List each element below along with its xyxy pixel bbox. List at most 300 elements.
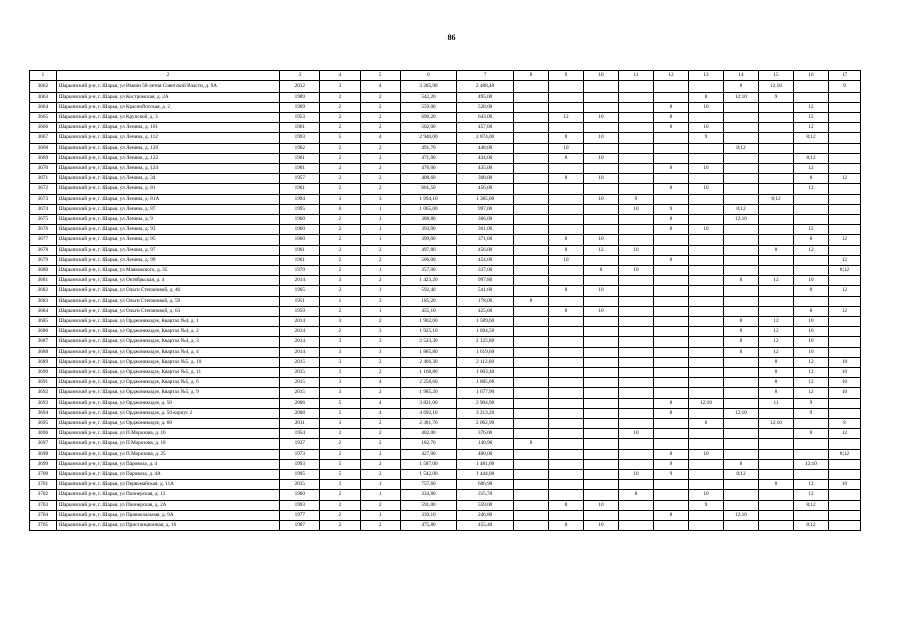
table-row — [30, 174, 861, 184]
value-cell: 10 — [828, 357, 860, 367]
value-cell — [828, 163, 860, 173]
value-cell: 2 — [320, 449, 360, 459]
value-cell — [828, 276, 860, 286]
value-cell: 2 125,80 — [457, 337, 514, 347]
value-cell: 12 — [828, 286, 860, 296]
value-cell — [723, 490, 758, 500]
value-cell — [618, 184, 653, 194]
value-cell — [513, 490, 548, 500]
value-cell — [793, 419, 828, 429]
value-cell — [618, 510, 653, 520]
value-cell — [758, 123, 793, 133]
table-row — [30, 92, 861, 102]
table-row — [30, 276, 861, 286]
value-cell — [513, 347, 548, 357]
address-cell: Шарьинский р-н, г. Шарья, ул Октябрьская, д. 4 — [56, 276, 279, 286]
value-cell: 1 423,20 — [400, 276, 457, 286]
value-cell: 497,80 — [400, 245, 457, 255]
value-cell — [723, 521, 758, 531]
value-cell — [793, 296, 828, 306]
value-cell — [583, 510, 618, 520]
value-cell: 8 — [653, 398, 688, 408]
value-cell: 9 — [793, 398, 828, 408]
column-number-8: 8 — [513, 71, 548, 81]
value-cell — [583, 316, 618, 326]
value-cell: 8 — [548, 286, 583, 296]
value-cell: 3 — [360, 347, 400, 357]
value-cell — [653, 500, 688, 510]
value-cell: 12 — [793, 367, 828, 377]
value-cell — [583, 419, 618, 429]
value-cell: 2 — [320, 174, 360, 184]
value-cell: 1961 — [280, 153, 320, 163]
value-cell — [653, 296, 688, 306]
value-cell — [758, 204, 793, 214]
value-cell — [583, 480, 618, 490]
row-number-cell: 3676 — [30, 225, 57, 235]
value-cell — [548, 378, 583, 388]
value-cell: 2 904,90 — [457, 398, 514, 408]
value-cell: 1977 — [280, 510, 320, 520]
value-cell: 2014 — [280, 347, 320, 357]
value-cell — [548, 419, 583, 429]
value-cell: 5 — [320, 459, 360, 469]
value-cell: 9 — [653, 459, 688, 469]
value-cell — [513, 245, 548, 255]
value-cell: 2 — [360, 276, 400, 286]
table-row — [30, 388, 861, 398]
value-cell: 2 466,30 — [400, 357, 457, 367]
value-cell: 2 — [320, 255, 360, 265]
value-cell — [618, 500, 653, 510]
value-cell — [653, 92, 688, 102]
value-cell: 8 — [548, 174, 583, 184]
value-cell: 2 — [360, 123, 400, 133]
value-cell: 5 — [320, 408, 360, 418]
row-number-cell: 3687 — [30, 337, 57, 347]
value-cell: 388,80 — [400, 214, 457, 224]
value-cell — [618, 276, 653, 286]
value-cell — [723, 500, 758, 510]
value-cell — [513, 367, 548, 377]
value-cell — [653, 490, 688, 500]
value-cell — [758, 296, 793, 306]
value-cell: 2 — [360, 102, 400, 112]
value-cell — [583, 439, 618, 449]
value-cell — [583, 123, 618, 133]
value-cell: 457,00 — [457, 123, 514, 133]
value-cell — [688, 470, 723, 480]
value-cell: 10 — [583, 133, 618, 143]
value-cell: 1 994,10 — [400, 194, 457, 204]
value-cell: 1 — [360, 306, 400, 316]
value-cell — [758, 459, 793, 469]
value-cell: 10 — [688, 490, 723, 500]
value-cell — [548, 347, 583, 357]
value-cell: 9 — [793, 408, 828, 418]
address-cell: Шарьинский р-н, г. Шарья, ул Ленина, д. 120 — [56, 143, 279, 153]
value-cell — [583, 388, 618, 398]
value-cell — [618, 347, 653, 357]
value-cell — [723, 225, 758, 235]
value-cell: 12 — [828, 429, 860, 439]
value-cell — [688, 327, 723, 337]
value-cell — [723, 265, 758, 275]
value-cell — [723, 174, 758, 184]
value-cell — [618, 408, 653, 418]
value-cell: 1 587,00 — [400, 459, 457, 469]
value-cell: 1961 — [280, 255, 320, 265]
value-cell: 12;10 — [723, 408, 758, 418]
value-cell: 10 — [583, 500, 618, 510]
table-row — [30, 133, 861, 143]
value-cell — [513, 449, 548, 459]
address-cell: Шарьинский р-н, г. Шарья, ул Костромская, д. 2А — [56, 92, 279, 102]
value-cell — [688, 316, 723, 326]
value-cell — [793, 214, 828, 224]
value-cell — [653, 286, 688, 296]
value-cell — [653, 143, 688, 153]
value-cell: 4 692,10 — [400, 408, 457, 418]
value-cell — [583, 398, 618, 408]
value-cell — [688, 429, 723, 439]
value-cell — [548, 184, 583, 194]
value-cell: 8 — [758, 480, 793, 490]
value-cell — [513, 265, 548, 275]
value-cell — [548, 510, 583, 520]
value-cell: 1961 — [280, 245, 320, 255]
value-cell: 8 — [758, 245, 793, 255]
value-cell — [758, 470, 793, 480]
table-row — [30, 327, 861, 337]
value-cell — [758, 408, 793, 418]
value-cell — [618, 480, 653, 490]
value-cell — [688, 80, 723, 92]
value-cell — [583, 449, 618, 459]
value-cell: 10 — [793, 327, 828, 337]
value-cell — [583, 470, 618, 480]
value-cell: 3 — [360, 194, 400, 204]
value-cell: 502,00 — [400, 123, 457, 133]
address-cell: Шарьинский р-н, г. Шарья, ул Ленина, д. 95 — [56, 235, 279, 245]
address-cell: Шарьинский р-н, г. Шарья, ул Орджоникидзе, Квартал №5, д. 10 — [56, 357, 279, 367]
value-cell: 8 — [548, 235, 583, 245]
value-cell — [653, 194, 688, 204]
value-cell — [653, 357, 688, 367]
value-cell — [828, 143, 860, 153]
value-cell — [548, 214, 583, 224]
address-cell: Шарьинский р-н, г. Шарья, ул Ленина, д. 99 — [56, 255, 279, 265]
value-cell — [618, 357, 653, 367]
value-cell — [618, 123, 653, 133]
value-cell: 8 — [513, 439, 548, 449]
value-cell: 8 — [653, 449, 688, 459]
value-cell: 10 — [548, 143, 583, 153]
value-cell — [548, 92, 583, 102]
row-number-cell: 3672 — [30, 184, 57, 194]
table-row — [30, 265, 861, 275]
value-cell: 12;10 — [723, 510, 758, 520]
value-cell: 1959 — [280, 306, 320, 316]
value-cell: 315,70 — [457, 490, 514, 500]
value-cell — [583, 429, 618, 439]
value-cell: 12 — [758, 347, 793, 357]
value-cell: 2 — [320, 235, 360, 245]
value-cell: 2 — [320, 500, 360, 510]
value-cell — [758, 286, 793, 296]
value-cell: 1961 — [280, 123, 320, 133]
value-cell: 8 — [653, 408, 688, 418]
value-cell: 456,00 — [457, 245, 514, 255]
value-cell: 2 — [360, 419, 400, 429]
row-number-cell: 3699 — [30, 459, 57, 469]
value-cell — [653, 429, 688, 439]
value-cell — [618, 102, 653, 112]
value-cell — [723, 194, 758, 204]
table-row — [30, 153, 861, 163]
value-cell: 506,00 — [400, 255, 457, 265]
value-cell — [548, 102, 583, 112]
value-cell — [758, 163, 793, 173]
value-cell — [653, 174, 688, 184]
address-cell: Шарьинский р-н, г. Шарья, ул Орджоникидзе, Квартал №4, д. 4 — [56, 347, 279, 357]
value-cell — [583, 92, 618, 102]
value-cell — [688, 235, 723, 245]
value-cell: 10 — [688, 184, 723, 194]
address-cell: Шарьинский р-н, г. Шарья, ул Ленина, д. 124 — [56, 163, 279, 173]
value-cell: 8;12 — [793, 153, 828, 163]
value-cell: 182,70 — [400, 439, 457, 449]
value-cell: 1 885,00 — [457, 378, 514, 388]
column-number-17: 17 — [828, 71, 860, 81]
value-cell: 2 — [360, 92, 400, 102]
value-cell — [793, 265, 828, 275]
column-number-6: 6 — [400, 71, 457, 81]
value-cell — [653, 367, 688, 377]
value-cell — [513, 316, 548, 326]
address-cell: Шарьинский р-н, г. Шарья, ул Ленина, д. 9 — [56, 214, 279, 224]
value-cell: 12;10 — [688, 398, 723, 408]
value-cell: 361,00 — [457, 225, 514, 235]
value-cell — [548, 316, 583, 326]
column-number-15: 15 — [758, 71, 793, 81]
value-cell — [513, 459, 548, 469]
value-cell — [688, 286, 723, 296]
address-cell: Шарьинский р-н, г. Шарья, ул Ленина, д. 81 — [56, 184, 279, 194]
value-cell — [513, 204, 548, 214]
value-cell — [653, 133, 688, 143]
value-cell: 8 — [688, 92, 723, 102]
value-cell: 10 — [828, 367, 860, 377]
value-cell — [828, 204, 860, 214]
value-cell: 8;12 — [723, 143, 758, 153]
value-cell: 5 — [320, 133, 360, 143]
value-cell — [688, 214, 723, 224]
value-cell: 12 — [793, 225, 828, 235]
value-cell: 8 — [548, 500, 583, 510]
value-cell: 12 — [828, 174, 860, 184]
value-cell — [758, 510, 793, 520]
value-cell — [723, 398, 758, 408]
value-cell: 559,00 — [400, 102, 457, 112]
value-cell: 8;12 — [828, 449, 860, 459]
value-cell — [723, 123, 758, 133]
value-cell: 9 — [828, 419, 860, 429]
value-cell — [618, 153, 653, 163]
value-cell: 12 — [548, 112, 583, 122]
value-cell: 1 619,60 — [457, 347, 514, 357]
value-cell — [513, 214, 548, 224]
value-cell — [583, 255, 618, 265]
value-cell: 12 — [758, 337, 793, 347]
value-cell — [513, 357, 548, 367]
value-cell: 2 — [320, 286, 360, 296]
value-cell — [513, 174, 548, 184]
value-cell: 1993 — [280, 459, 320, 469]
value-cell — [548, 367, 583, 377]
value-cell: 448,00 — [457, 143, 514, 153]
table-row — [30, 123, 861, 133]
value-cell — [758, 225, 793, 235]
table-row — [30, 163, 861, 173]
row-number-cell: 3700 — [30, 470, 57, 480]
value-cell — [723, 419, 758, 429]
value-cell: 1 — [360, 204, 400, 214]
value-cell: 8 — [653, 510, 688, 520]
value-cell — [828, 337, 860, 347]
value-cell: 1 — [360, 225, 400, 235]
value-cell: 2 — [360, 429, 400, 439]
value-cell: 185,20 — [400, 296, 457, 306]
column-number-5: 5 — [360, 71, 400, 81]
value-cell: 399,00 — [400, 235, 457, 245]
row-number-cell: 3681 — [30, 276, 57, 286]
value-cell: 2 — [360, 500, 400, 510]
value-cell — [723, 449, 758, 459]
value-cell: 1995 — [280, 470, 320, 480]
value-cell — [723, 296, 758, 306]
value-cell — [583, 378, 618, 388]
value-cell — [758, 255, 793, 265]
value-cell: 454,00 — [457, 255, 514, 265]
value-cell — [618, 327, 653, 337]
value-cell — [688, 378, 723, 388]
value-cell — [758, 133, 793, 143]
value-cell: 1970 — [280, 265, 320, 275]
value-cell — [548, 123, 583, 133]
value-cell — [618, 174, 653, 184]
row-number-cell: 3703 — [30, 500, 57, 510]
address-cell: Шарьинский р-н, г. Шарья, ул П.Морозова, д. 16 — [56, 429, 279, 439]
value-cell: 1962 — [280, 143, 320, 153]
value-cell — [723, 184, 758, 194]
table-row — [30, 419, 861, 429]
value-cell — [723, 306, 758, 316]
value-cell — [758, 490, 793, 500]
value-cell: 246,80 — [457, 510, 514, 520]
value-cell — [513, 133, 548, 143]
value-cell — [583, 163, 618, 173]
value-cell — [828, 470, 860, 480]
value-cell: 9 — [828, 80, 860, 92]
value-cell — [688, 245, 723, 255]
value-cell — [513, 255, 548, 265]
value-cell — [828, 92, 860, 102]
value-cell: 997,80 — [457, 276, 514, 286]
value-cell: 1989 — [280, 92, 320, 102]
value-cell — [583, 184, 618, 194]
value-cell: 12 — [793, 102, 828, 112]
value-cell — [688, 306, 723, 316]
value-cell — [758, 500, 793, 510]
value-cell: 1 — [360, 510, 400, 520]
address-cell: Шарьинский р-н, г. Шарья, ул Паровоза, д. 4А — [56, 470, 279, 480]
value-cell — [513, 429, 548, 439]
value-cell: 3 — [360, 327, 400, 337]
value-cell: 402,00 — [400, 429, 457, 439]
value-cell — [758, 174, 793, 184]
value-cell: 12 — [793, 112, 828, 122]
value-cell — [583, 367, 618, 377]
column-number-2: 2 — [56, 71, 279, 81]
value-cell — [548, 429, 583, 439]
value-cell: 1951 — [280, 296, 320, 306]
address-cell: Шарьинский р-н, г. Шарья, ул Ольги Степановой, д. 46 — [56, 286, 279, 296]
value-cell: 1965 — [280, 286, 320, 296]
value-cell — [758, 102, 793, 112]
value-cell — [688, 408, 723, 418]
value-cell: 140,90 — [457, 439, 514, 449]
value-cell — [513, 80, 548, 92]
value-cell: 2 — [360, 521, 400, 531]
value-cell — [583, 459, 618, 469]
value-cell — [548, 204, 583, 214]
value-cell: 8;12 — [793, 133, 828, 143]
value-cell — [758, 184, 793, 194]
value-cell: 1 885,80 — [400, 347, 457, 357]
row-number-cell: 3691 — [30, 378, 57, 388]
address-cell: Шарьинский р-н, г. Шарья, ул Ленина, д. 101 — [56, 123, 279, 133]
value-cell: 491,70 — [400, 143, 457, 153]
value-cell: 357,00 — [400, 265, 457, 275]
value-cell — [513, 92, 548, 102]
table-row — [30, 143, 861, 153]
value-cell — [723, 367, 758, 377]
value-cell: 10 — [793, 276, 828, 286]
value-cell — [688, 174, 723, 184]
column-number-1: 1 — [30, 71, 57, 81]
value-cell — [688, 347, 723, 357]
value-cell: 408,60 — [400, 174, 457, 184]
value-cell — [653, 276, 688, 286]
value-cell — [618, 306, 653, 316]
value-cell — [653, 337, 688, 347]
value-cell: 4 — [360, 80, 400, 92]
value-cell: 10 — [828, 388, 860, 398]
value-cell — [583, 225, 618, 235]
value-cell — [828, 316, 860, 326]
value-cell — [828, 521, 860, 531]
value-cell: 9 — [758, 92, 793, 102]
table-row — [30, 286, 861, 296]
value-cell — [653, 316, 688, 326]
row-number-cell: 3680 — [30, 265, 57, 275]
value-cell — [688, 388, 723, 398]
value-cell: 3 — [320, 276, 360, 286]
value-cell: 2014 — [280, 316, 320, 326]
table-row — [30, 439, 861, 449]
column-number-16: 16 — [793, 71, 828, 81]
